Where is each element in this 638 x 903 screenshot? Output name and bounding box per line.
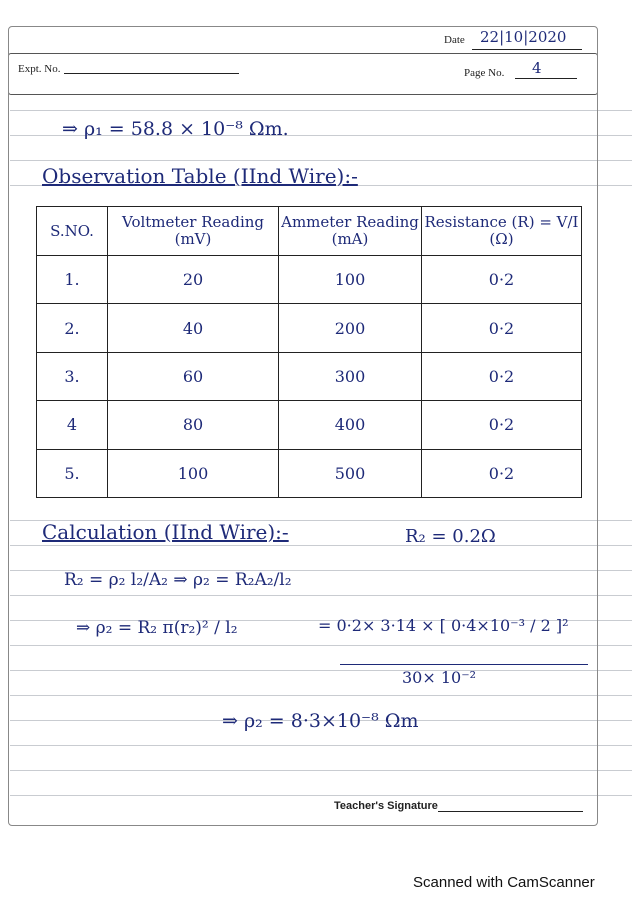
col-sno: S.NO. — [37, 207, 108, 256]
expt-label: Expt. No. — [18, 63, 61, 75]
cell-current: 500 — [279, 449, 422, 497]
date-value: 22|10|2020 — [480, 28, 567, 46]
page-value: 4 — [532, 59, 542, 77]
rho2-result: ⇒ ρ₂ = 8·3×10⁻⁸ Ωm — [222, 710, 419, 732]
cell-current: 300 — [279, 352, 422, 400]
cell-resistance: 0·2 — [422, 401, 582, 449]
cell-current: 200 — [279, 304, 422, 352]
cell-resistance: 0·2 — [422, 304, 582, 352]
cell-sno: 5. — [37, 449, 108, 497]
cell-resistance: 0·2 — [422, 352, 582, 400]
cell-voltage: 60 — [108, 352, 279, 400]
calc-line-1: R₂ = ρ₂ l₂/A₂ ⇒ ρ₂ = R₂A₂/l₂ — [64, 570, 292, 590]
col-ammeter: Ammeter Reading (mA) — [279, 207, 422, 256]
cell-sno: 4 — [37, 401, 108, 449]
col-resistance: Resistance (R) = V/I (Ω) — [422, 207, 582, 256]
calc-line-2-numerator: = 0·2× 3·14 × [ 0·4×10⁻³ / 2 ]² — [318, 616, 569, 635]
cell-current: 400 — [279, 401, 422, 449]
cell-sno: 1. — [37, 256, 108, 304]
r2-value: R₂ = 0.2Ω — [405, 526, 496, 547]
col-voltmeter: Voltmeter Reading (mV) — [108, 207, 279, 256]
cell-sno: 2. — [37, 304, 108, 352]
calc-line-2-left: ⇒ ρ₂ = R₂ π(r₂)² / l₂ — [76, 618, 238, 638]
page-border — [8, 26, 598, 826]
cell-resistance: 0·2 — [422, 449, 582, 497]
rho1-result: ⇒ ρ₁ = 58.8 × 10⁻⁸ Ωm. — [62, 118, 289, 140]
page-label: Page No. — [464, 67, 505, 79]
cell-current: 100 — [279, 256, 422, 304]
cell-voltage: 20 — [108, 256, 279, 304]
scanner-watermark: Scanned with CamScanner — [413, 874, 595, 891]
cell-voltage: 40 — [108, 304, 279, 352]
cell-resistance: 0·2 — [422, 256, 582, 304]
date-label: Date — [444, 34, 465, 46]
observation-title: Observation Table (IInd Wire):- — [42, 164, 358, 188]
calculation-title: Calculation (IInd Wire):- — [42, 520, 289, 544]
cell-voltage: 100 — [108, 449, 279, 497]
calc-line-2-denominator: 30× 10⁻² — [402, 668, 477, 687]
cell-voltage: 80 — [108, 401, 279, 449]
cell-sno: 3. — [37, 352, 108, 400]
teacher-signature-label: Teacher's Signature — [334, 800, 438, 812]
